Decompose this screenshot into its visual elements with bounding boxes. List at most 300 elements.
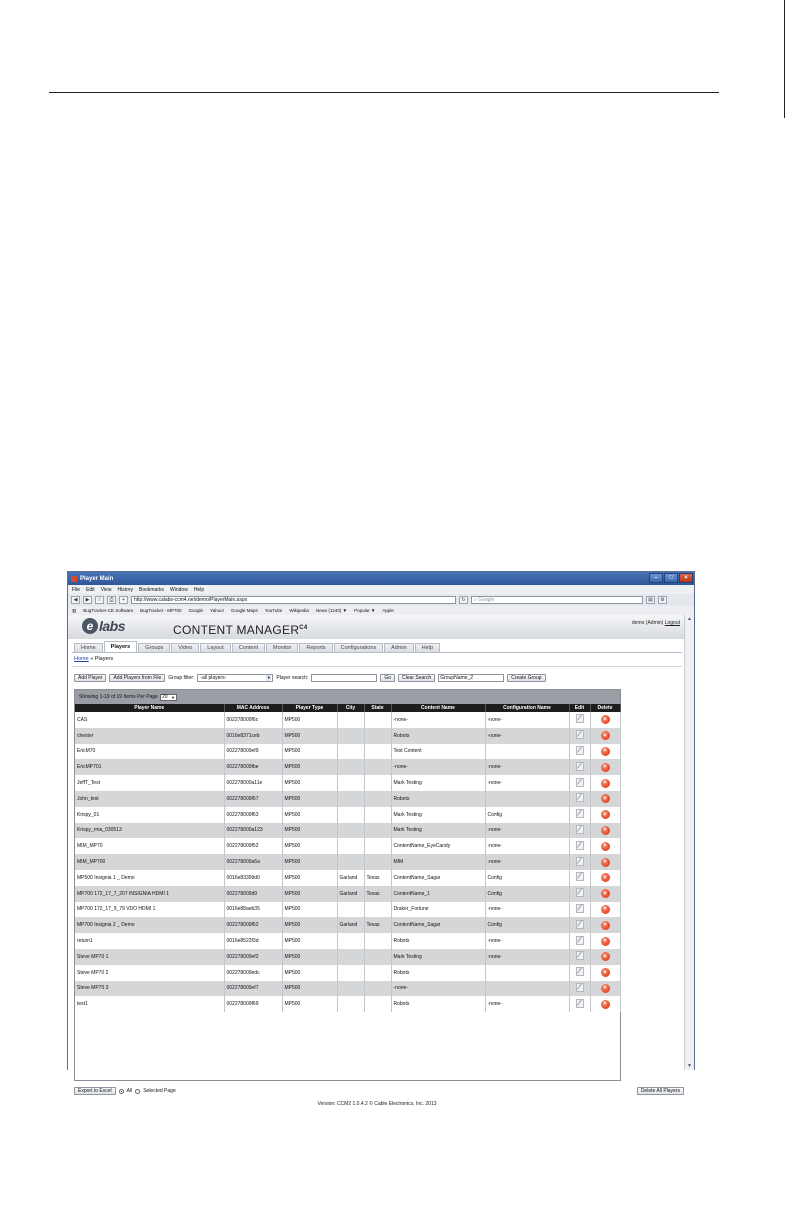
table-row [75,823,620,839]
city-cell [337,965,364,981]
player-type-cell: MP500 [282,933,337,949]
minimize-icon[interactable]: – [649,573,663,583]
window-controls [649,573,693,583]
export-selected-page-radio[interactable] [135,1089,140,1094]
reload-icon[interactable]: ↻ [459,596,468,604]
state-cell [364,791,391,807]
menu-item-edit[interactable]: Edit [86,586,95,593]
player-name-cell: Krispy_01 [75,807,224,823]
table-row [75,759,620,775]
city-cell [337,744,364,760]
back-icon[interactable]: ◀ [71,596,80,604]
player-name-cell: EricM70 [75,744,224,760]
city-cell [337,854,364,870]
mac-address-cell: 002278009ef9 [224,744,282,760]
player-name-cell: Steve MP70 2 [75,965,224,981]
content-name-cell: Draker_Fortune [391,902,485,918]
grid-bottom-bar [74,1086,684,1096]
navigation-bar [68,594,694,606]
window-titlebar [68,572,694,585]
tab-configurations[interactable]: Configurations [334,643,383,652]
chevron-down-icon: ▼ [266,675,271,680]
browser-window [67,571,695,1107]
delete-cell [590,949,620,965]
content-name-cell: Mark Testing [391,949,485,965]
items-per-page-select[interactable] [160,694,177,701]
table-row [75,949,620,965]
bookmark-add-icon[interactable]: ☆ [95,596,104,604]
city-cell [337,775,364,791]
edit-cell [569,744,590,760]
city-cell [337,807,364,823]
configuration-name-cell: Config [485,917,569,933]
tab-layout[interactable]: Layout [200,643,231,652]
mac-address-cell: 002278009f62 [224,917,282,933]
column-header[interactable]: Content Name [391,704,485,712]
configuration-name-cell: -none- [485,823,569,839]
delete-cell [590,712,620,728]
delete-cell [590,775,620,791]
close-icon[interactable]: × [679,573,693,583]
current-user: demo (Admin) [631,620,664,626]
search-icon: ⌕ [474,597,479,603]
app-header [68,615,686,639]
add-players-from-file-button[interactable]: Add Players from File [109,674,165,682]
player-name-cell: return1 [75,933,224,949]
edit-icon[interactable] [576,714,584,723]
items-per-page-value: 20 [161,694,168,700]
delete-icon[interactable]: × [601,921,610,930]
city-cell [337,791,364,807]
menu-item-file[interactable]: File [72,586,81,593]
scroll-up-icon[interactable]: ▲ [687,616,692,622]
menu-item-view[interactable]: View [100,586,112,593]
player-name-cell: Steve MP70 1 [75,949,224,965]
column-header[interactable]: Edit [569,704,590,712]
configuration-name-cell [485,744,569,760]
delete-cell [590,996,620,1012]
export-all-radio[interactable] [119,1089,124,1094]
logo-e-mark: e [82,618,98,634]
edit-cell [569,965,590,981]
breadcrumb-home-link[interactable]: Home [74,656,89,662]
add-player-button[interactable]: Add Player [74,674,106,682]
export-selected-page-label: Selected Page [143,1088,176,1094]
delete-icon[interactable]: × [601,968,610,977]
content-name-cell: Robots [391,728,485,744]
table-header-row [75,704,620,712]
player-name-cell: CAS [75,712,224,728]
city-cell [337,838,364,854]
edit-icon[interactable] [576,809,584,818]
window-title: Player Main [80,575,114,582]
player-type-cell: MP500 [282,712,337,728]
player-search-input[interactable] [311,674,377,682]
city-cell [337,996,364,1012]
delete-icon[interactable]: × [601,779,610,788]
bookmark-item[interactable]: Yahoo! [210,608,224,613]
delete-cell [590,838,620,854]
url-text: http://www.calabs-ccm4.net/demo/PlayerMain.aspx [134,597,248,603]
edit-cell [569,791,590,807]
column-header[interactable]: Player Type [282,704,337,712]
url-input[interactable] [131,596,456,604]
edit-icon[interactable] [576,920,584,929]
delete-cell [590,917,620,933]
player-type-cell: MP500 [282,838,337,854]
table-row [75,744,620,760]
configuration-name-cell: -none- [485,712,569,728]
mac-address-cell: 0016e88aeb35 [224,902,282,918]
edit-icon[interactable] [576,793,584,802]
player-name-cell: Steve MP70 3 [75,981,224,997]
delete-icon[interactable]: × [601,842,610,851]
content-name-cell: ContentName_Sagar [391,917,485,933]
configuration-name-cell: -none- [485,949,569,965]
group-filter-label: Group filter: [168,674,195,681]
state-cell [364,759,391,775]
menu-item-bookmarks[interactable]: Bookmarks [139,586,165,593]
table-row [75,902,620,918]
player-name-cell: MIM_MP700 [75,854,224,870]
edit-icon[interactable] [576,951,584,960]
delete-icon[interactable]: × [601,952,610,961]
edit-cell [569,838,590,854]
players-table [75,704,621,1012]
player-type-cell: MP500 [282,902,337,918]
page-menu-icon[interactable]: ▤ [646,596,655,604]
bookmark-item[interactable]: News (1240) ▼ [315,608,348,613]
clear-search-button[interactable]: Clear Search [398,674,435,682]
state-cell [364,933,391,949]
configuration-name-cell: -none- [485,933,569,949]
city-cell [337,823,364,839]
delete-cell [590,791,620,807]
forward-icon[interactable]: ▶ [83,596,92,604]
edit-cell [569,775,590,791]
table-row [75,996,620,1012]
edit-cell [569,886,590,902]
column-header[interactable]: State [364,704,391,712]
export-all-label: All [126,1088,133,1094]
player-type-cell: MP500 [282,870,337,886]
player-name-cell: John_test [75,791,224,807]
delete-icon[interactable]: × [601,810,610,819]
tab-home[interactable]: Home [74,643,103,652]
delete-icon[interactable]: × [601,747,610,756]
edit-icon[interactable] [576,872,584,881]
state-cell [364,728,391,744]
delete-icon[interactable]: × [601,889,610,898]
content-name-cell: ContentName_Sagar [391,870,485,886]
state-cell [364,807,391,823]
player-type-cell: MP500 [282,854,337,870]
browser-search-input[interactable] [471,596,643,604]
edit-cell [569,902,590,918]
table-body [75,712,620,1012]
group-filter-select[interactable] [197,674,273,682]
player-type-cell: MP500 [282,759,337,775]
menu-bar [68,585,694,594]
version-footer: Version: CCM2 1.0.4.2 © Cable Electronics, Inc. 2013 [317,1101,437,1107]
delete-cell [590,823,620,839]
player-name-cell: MP500 Insignia 1 _ Demo [75,870,224,886]
content-name-cell: -none- [391,981,485,997]
edit-cell [569,854,590,870]
edit-icon[interactable] [576,904,584,913]
delete-icon[interactable]: × [601,826,610,835]
bookmarks-icon[interactable]: ▥ [72,607,77,613]
browser-app-icon [71,576,77,582]
table-row [75,712,620,728]
edit-cell [569,981,590,997]
mac-address-cell: 002278009f69 [224,996,282,1012]
delete-icon[interactable]: × [601,715,610,724]
bookmark-item[interactable]: Popular ▼ [354,608,376,613]
delete-cell [590,965,620,981]
mac-address-cell: 002278009ef2 [224,949,282,965]
edit-cell [569,870,590,886]
configuration-name-cell: Config [485,886,569,902]
player-type-cell: MP500 [282,728,337,744]
edit-icon[interactable] [576,857,584,866]
column-header[interactable]: Configuration Name [485,704,569,712]
edit-icon[interactable] [576,983,584,992]
mac-address-cell: 002278009a5a [224,854,282,870]
city-cell [337,949,364,965]
city-cell [337,981,364,997]
configuration-name-cell: -none- [485,775,569,791]
tab-content[interactable]: Content [232,643,265,652]
group-filter-value: -all players- [200,674,227,681]
delete-cell [590,728,620,744]
players-toolbar [74,673,546,682]
player-type-cell: MP500 [282,949,337,965]
edit-icon[interactable] [576,967,584,976]
content-name-cell: Mark Testing [391,775,485,791]
mac-address-cell: 002278000a11e [224,775,282,791]
print-icon[interactable]: ⎙ [107,596,116,604]
content-name-cell: ContentName_1 [391,886,485,902]
menu-item-history[interactable]: History [117,586,133,593]
go-button[interactable]: Go [380,674,395,682]
player-name-cell: Krispy_rma_030513 [75,823,224,839]
edit-cell [569,712,590,728]
product-version-mark: C4 [299,625,308,631]
tab-video[interactable]: Video [171,643,199,652]
tab-monitor[interactable]: Monitor [266,643,298,652]
edit-cell [569,823,590,839]
delete-icon[interactable]: × [601,794,610,803]
edit-cell [569,807,590,823]
breadcrumb-current: Players [94,656,114,662]
pager-text: Showing 1-19 of 19 Items Per Page [79,694,158,700]
edit-icon[interactable] [576,888,584,897]
player-type-cell: MP500 [282,823,337,839]
mac-address-cell: 0016e83399d0 [224,870,282,886]
search-placeholder: Google [478,597,495,603]
table-row [75,728,620,744]
column-header[interactable]: MAC Address [224,704,282,712]
tab-help[interactable]: Help [415,643,440,652]
player-name-cell: MP700 Insignia 2 _ Demo [75,917,224,933]
content-name-cell: MIM [391,854,485,870]
delete-cell [590,807,620,823]
delete-icon[interactable]: × [601,905,610,914]
players-grid [74,689,621,1081]
player-type-cell: MP500 [282,775,337,791]
elabs-logo [82,618,125,634]
content-name-cell: Robots [391,965,485,981]
state-cell [364,775,391,791]
city-cell [337,902,364,918]
content-name-cell: -none- [391,759,485,775]
state-cell [364,823,391,839]
page-header-rule [49,92,719,93]
configuration-name-cell: Config [485,870,569,886]
delete-icon[interactable]: × [601,858,610,867]
mac-address-cell: 002278009f67 [224,791,282,807]
export-to-excel-button[interactable]: Export to Excel [74,1087,116,1095]
player-type-cell: MP500 [282,917,337,933]
table-row [75,917,620,933]
mac-address-cell: 0016e8371ceb [224,728,282,744]
scroll-down-icon[interactable]: ▼ [687,1063,692,1069]
mac-address-cell: 002278009f6c [224,712,282,728]
table-row [75,981,620,997]
content-name-cell: Mark Testing [391,823,485,839]
bookmark-item[interactable]: Google Maps [230,608,258,613]
edit-cell [569,759,590,775]
page-scrollbar[interactable] [684,615,694,1070]
table-row [75,807,620,823]
state-cell [364,981,391,997]
create-group-button[interactable]: Create Group [507,674,545,682]
tab-reports[interactable]: Reports [299,643,332,652]
maximize-icon[interactable]: □ [664,573,678,583]
player-type-cell: MP500 [282,965,337,981]
table-row [75,886,620,902]
delete-icon[interactable]: × [601,873,610,882]
table-row [75,854,620,870]
edit-icon[interactable] [576,936,584,945]
logout-link[interactable]: Logout [664,620,680,626]
page-edge-mark [784,0,785,118]
gear-icon[interactable]: ⚙ [658,596,667,604]
tab-players[interactable]: Players [104,641,138,652]
edit-icon[interactable] [576,999,584,1008]
edit-icon[interactable] [576,746,584,755]
bookmark-item[interactable]: Google [188,608,203,613]
delete-cell [590,759,620,775]
bookmark-item[interactable]: Wikipedia [289,608,309,613]
menu-item-window[interactable]: Window [170,586,188,593]
edit-cell [569,728,590,744]
state-cell [364,996,391,1012]
column-header[interactable]: Player Name [75,704,224,712]
delete-icon[interactable]: × [601,1000,610,1009]
user-info [632,620,680,626]
delete-icon[interactable]: × [601,984,610,993]
add-tab-icon[interactable]: + [119,596,128,604]
content-name-cell: Robots [391,791,485,807]
state-cell [364,965,391,981]
city-cell [337,712,364,728]
mac-address-cell: 002278009fbe [224,759,282,775]
edit-icon[interactable] [576,778,584,787]
tab-admin[interactable]: Admin [384,643,414,652]
menu-item-help[interactable]: Help [193,586,205,593]
configuration-name-cell [485,965,569,981]
table-row [75,933,620,949]
delete-all-players-button[interactable]: Delete All Players [637,1087,684,1095]
configuration-name-cell: -none- [485,759,569,775]
grid-pager [75,690,620,704]
breadcrumb [74,656,113,662]
state-cell [364,902,391,918]
column-header[interactable]: City [337,704,364,712]
city-cell: Garland [337,870,364,886]
edit-icon[interactable] [576,841,584,850]
breadcrumb-divider [72,666,682,667]
state-cell [364,712,391,728]
content-name-cell: ContentName_EyeCandy [391,838,485,854]
player-name-cell: MIM_MP70 [75,838,224,854]
column-header[interactable]: Delete [590,704,620,712]
delete-cell [590,933,620,949]
player-type-cell: MP500 [282,807,337,823]
table-row [75,838,620,854]
bookmark-item[interactable]: YouTube [264,608,283,613]
state-cell [364,744,391,760]
edit-icon[interactable] [576,730,584,739]
edit-icon[interactable] [576,762,584,771]
configuration-name-cell: Config [485,807,569,823]
mac-address-cell: 002278009ef7 [224,981,282,997]
state-cell [364,854,391,870]
bookmark-item[interactable]: BugTracker-CE Software [83,608,134,613]
configuration-name-cell [485,981,569,997]
state-cell [364,949,391,965]
city-cell [337,728,364,744]
delete-icon[interactable]: × [601,731,610,740]
tab-groups[interactable]: Groups [138,643,170,652]
delete-icon[interactable]: × [601,763,610,772]
chevron-down-icon: ▼ [170,694,175,700]
table-row [75,791,620,807]
content-name-cell: Robots [391,933,485,949]
delete-icon[interactable]: × [601,937,610,946]
configuration-name-cell: -none- [485,902,569,918]
city-cell: Garland [337,886,364,902]
group-name-input[interactable] [438,674,504,682]
edit-icon[interactable] [576,825,584,834]
configuration-name-cell [485,791,569,807]
bookmark-item[interactable]: BugTracker - MP700 [140,608,182,613]
mac-address-cell: 002278009edc [224,965,282,981]
main-tabs [74,643,440,652]
player-name-cell: EricMP701 [75,759,224,775]
delete-cell [590,981,620,997]
delete-cell [590,744,620,760]
city-cell: Garland [337,917,364,933]
city-cell [337,759,364,775]
mac-address-cell: 002278000a123 [224,823,282,839]
bookmark-item[interactable]: Apple [382,608,394,613]
edit-cell [569,996,590,1012]
breadcrumb-separator: » [90,656,94,662]
edit-cell [569,933,590,949]
